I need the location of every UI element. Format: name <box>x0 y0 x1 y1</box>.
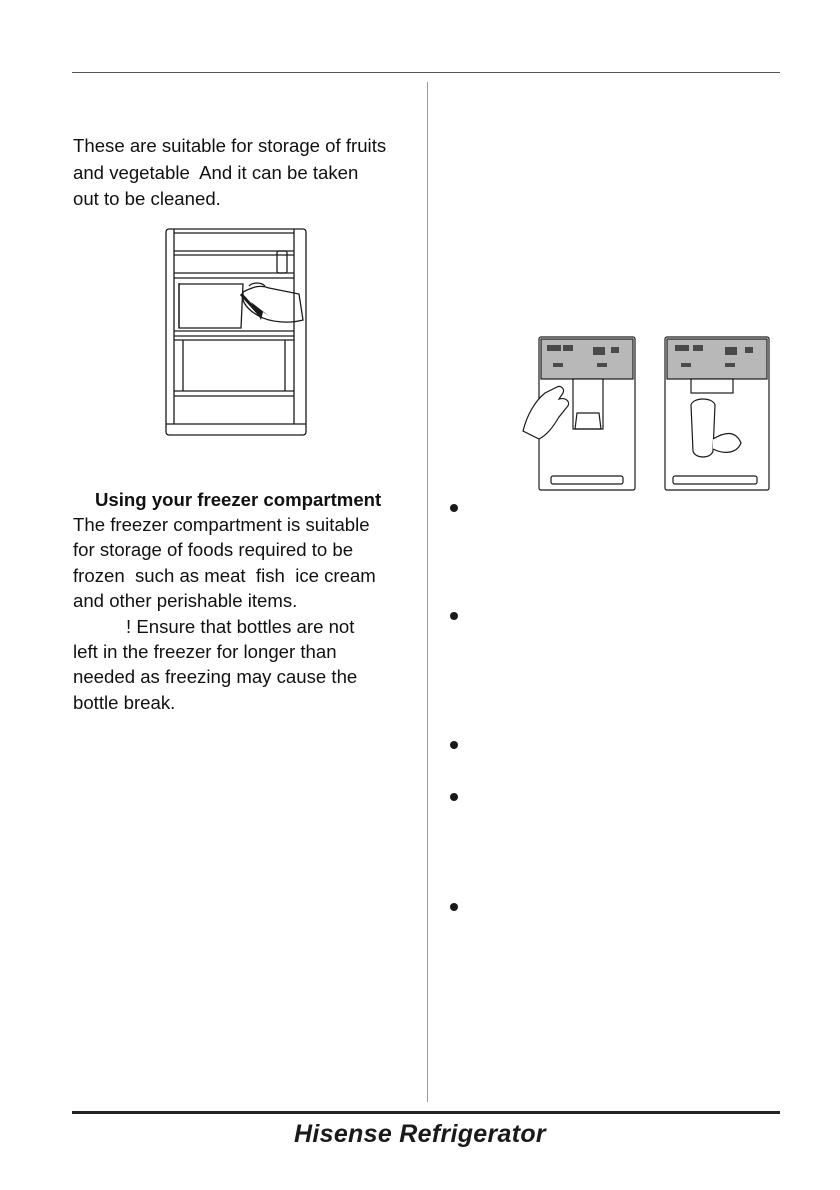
water-dispenser-illustration <box>513 335 773 493</box>
header-rule <box>72 72 780 73</box>
bullet-2 <box>450 612 458 620</box>
footer-rule <box>72 1111 780 1114</box>
crisper-description: These are suitable for storage of fruits and vegetable And it can be taken out to be cleaned. <box>73 135 387 209</box>
bullet-4 <box>450 793 458 801</box>
bullet-1 <box>450 504 458 512</box>
caution-text: ! Ensure that bottles are not <box>126 615 355 637</box>
freezer-text: The freezer compartment is suitable for storage of foods required to be frozen such as meat fish ice cream and other perishable items. <box>73 514 376 612</box>
crisper-drawer-removal-illustration <box>165 228 307 436</box>
freezer-heading: Using your freezer compartment <box>95 489 382 510</box>
freezer-description <box>73 512 376 715</box>
bullet-5 <box>450 903 458 911</box>
bullet-3 <box>450 741 458 749</box>
brand-footer: Hisense Refrigerator <box>294 1120 546 1148</box>
caution-rest: left in the freezer for longer than needed as freezing may cause the bottle break. <box>73 641 358 713</box>
column-divider <box>427 82 428 1102</box>
